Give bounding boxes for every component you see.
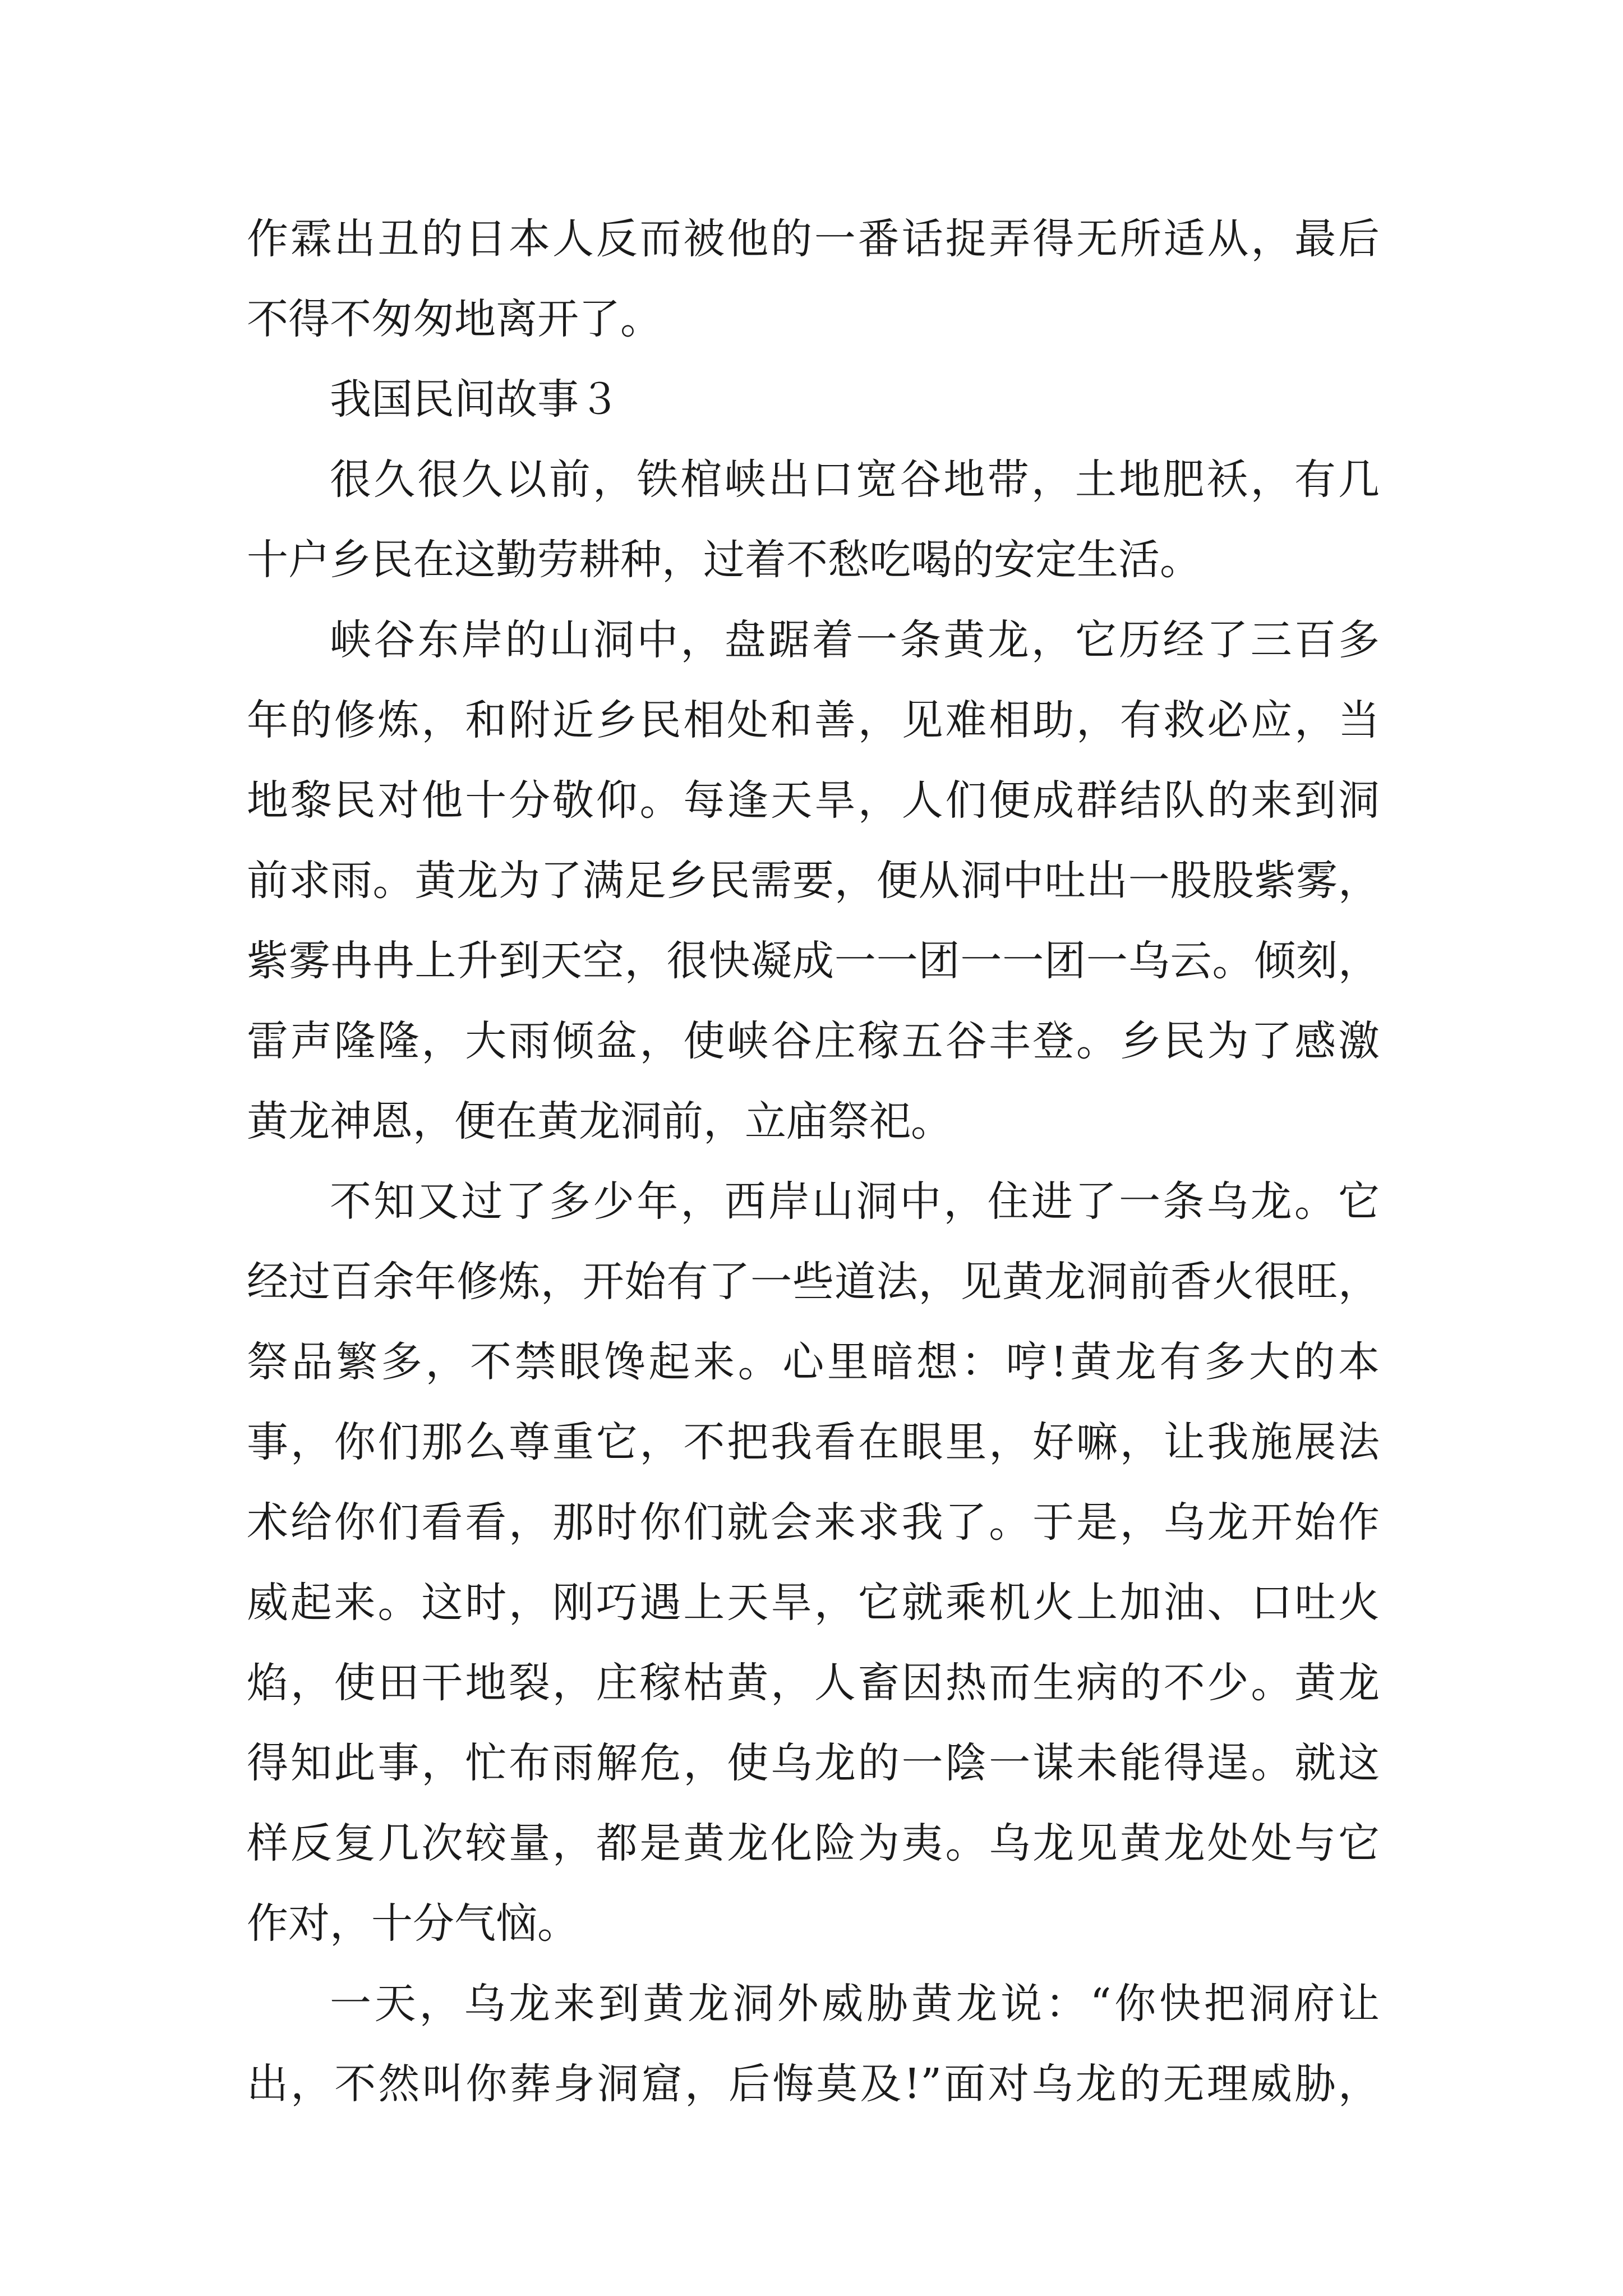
text-line: 事，你们那么尊重它，不把我看在眼里，好嘛，让我施展法 <box>247 1418 1380 1466</box>
text-line: 十户乡民在这勤劳耕种，过着不愁吃喝的安定生活。 <box>247 536 1201 584</box>
document-body <box>247 199 1380 2124</box>
text-line: 一天，乌龙来到黄龙洞外威胁黄龙说：“你快把洞府让 <box>330 1980 1380 2028</box>
text-line: 祭品繁多，不禁眼馋起来。心里暗想：哼!黄龙有多大的本 <box>247 1338 1380 1386</box>
text-line: 不得不匆匆地离开了。 <box>247 295 662 343</box>
text-line: 威起来。这时，刚巧遇上天旱，它就乘机火上加油、口吐火 <box>247 1579 1380 1627</box>
text-line: 术给你们看看，那时你们就会来求我了。于是，乌龙开始作 <box>247 1498 1380 1547</box>
section-heading: 我国民间故事３ <box>330 375 620 424</box>
text-line: 作霖出丑的日本人反而被他的一番话捉弄得无所适从，最后 <box>247 215 1380 263</box>
text-line: 雷声隆隆，大雨倾盆，使峡谷庄稼五谷丰登。乡民为了感激 <box>247 1017 1380 1065</box>
text-line: 黄龙神恩，便在黄龙洞前，立庙祭祀。 <box>247 1097 952 1145</box>
text-line: 出，不然叫你葬身洞窟，后悔莫及!”面对乌龙的无理威胁， <box>247 2060 1380 2108</box>
text-line: 地黎民对他十分敬仰。每逢天旱，人们便成群结队的来到洞 <box>247 776 1380 825</box>
text-line: 作对，十分气恼。 <box>247 1899 579 1948</box>
text-line: 紫雾冉冉上升到天空，很快凝成一一团一一团一乌云。倾刻， <box>247 937 1380 985</box>
text-line: 焰，使田干地裂，庄稼枯黄，人畜因热而生病的不少。黄龙 <box>247 1659 1380 1707</box>
text-line: 得知此事，忙布雨解危，使乌龙的一陰一谋未能得逞。就这 <box>247 1739 1380 1787</box>
text-line: 不知又过了多少年，西岸山洞中，住进了一条乌龙。它 <box>330 1177 1380 1226</box>
text-line: 样反复几次较量，都是黄龙化险为夷。乌龙见黄龙处处与它 <box>247 1819 1380 1867</box>
text-line: 年的修炼，和附近乡民相处和善，见难相助，有救必应，当 <box>247 696 1380 744</box>
text-line: 很久很久以前，铁棺峡出口宽谷地带，土地肥袄，有几 <box>330 455 1380 504</box>
text-line: 前求雨。黄龙为了满足乡民需要，便从洞中吐出一股股紫雾， <box>247 857 1380 905</box>
text-line: 经过百余年修炼，开始有了一些道法，见黄龙洞前香火很旺， <box>247 1258 1380 1306</box>
text-line: 峡谷东岸的山洞中，盘踞着一条黄龙，它历经了三百多 <box>330 616 1380 664</box>
